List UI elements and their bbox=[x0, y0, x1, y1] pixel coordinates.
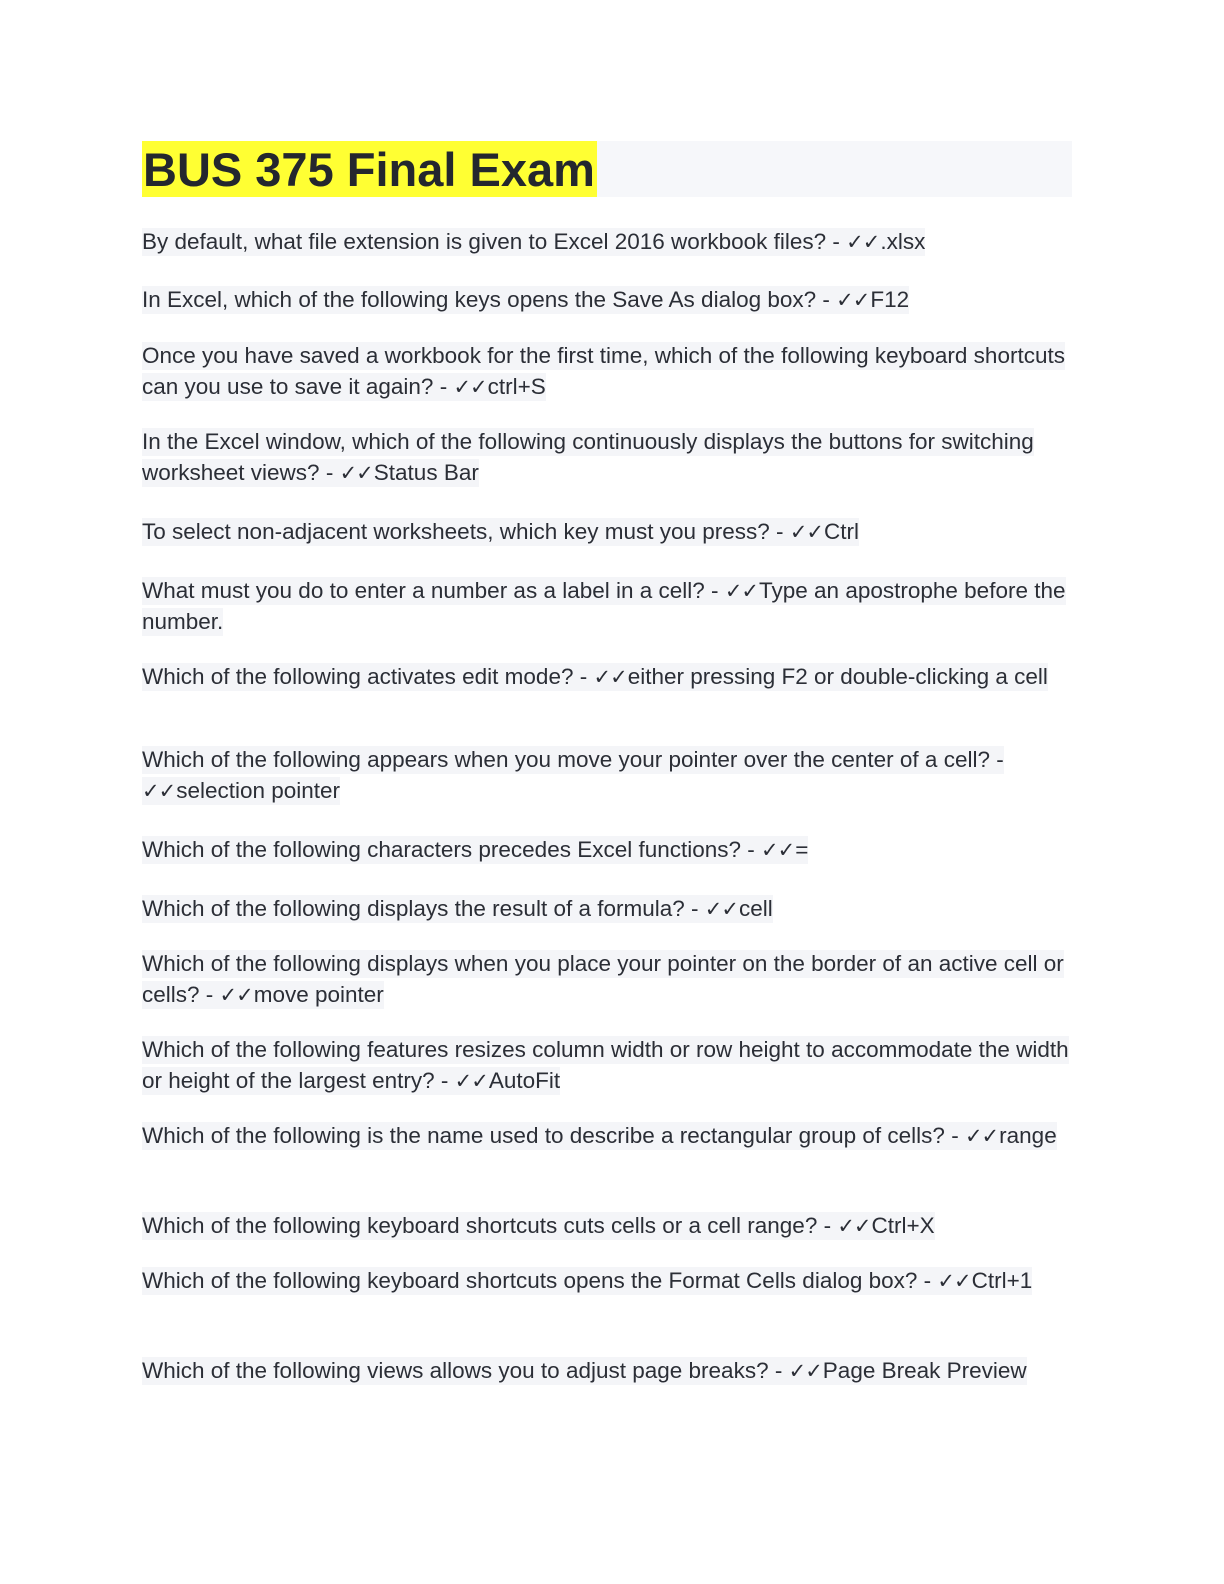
checkmark-icon: ✓✓ bbox=[789, 520, 824, 544]
question-text: Which of the following displays the result of a formula? - bbox=[142, 896, 705, 921]
checkmark-icon: ✓✓ bbox=[964, 1124, 999, 1148]
answer-text: either pressing F2 or double-clicking a cell bbox=[627, 664, 1048, 689]
checkmark-icon: ✓✓ bbox=[788, 1359, 822, 1383]
checkmark-icon: ✓✓ bbox=[219, 982, 253, 1007]
answer-text: move pointer bbox=[253, 981, 384, 1007]
checkmark-icon: ✓✓ bbox=[836, 288, 870, 312]
question-text: To select non-adjacent worksheets, which key must you press? - bbox=[142, 519, 790, 544]
qa-item bbox=[142, 1035, 1077, 1096]
answer-text: Page Break Preview bbox=[822, 1358, 1027, 1383]
question-text: By default, what file extension is given to Excel 2016 workbook files? - bbox=[142, 229, 847, 254]
qa-item bbox=[142, 576, 1077, 637]
qa-item bbox=[142, 1211, 1077, 1242]
qa-item bbox=[142, 745, 1077, 806]
answer-text: Ctrl+1 bbox=[971, 1268, 1033, 1293]
answer-text: Status Bar bbox=[373, 459, 479, 485]
question-text: Which of the following features resizes column width or row height to accommodate the width or height of the largest entry? - bbox=[142, 1037, 1069, 1093]
answer-text: range bbox=[999, 1123, 1057, 1148]
checkmark-icon: ✓✓ bbox=[846, 230, 880, 254]
checkmark-icon: ✓✓ bbox=[454, 1068, 488, 1093]
answer-text: Type an apostrophe before the number. bbox=[142, 578, 1066, 634]
question-text: Which of the following is the name used to describe a rectangular group of cells? - bbox=[142, 1123, 965, 1148]
page-title: BUS 375 Final Exam bbox=[143, 143, 595, 196]
checkmark-icon: ✓✓ bbox=[761, 838, 795, 862]
answer-text: = bbox=[795, 837, 809, 862]
checkmark-icon: ✓✓ bbox=[339, 460, 373, 485]
qa-item bbox=[142, 1266, 1077, 1297]
qa-item bbox=[142, 427, 1077, 488]
checkmark-icon: ✓✓ bbox=[593, 665, 627, 689]
answer-text: cell bbox=[738, 896, 773, 921]
question-text: Which of the following appears when you move your pointer over the center of a cell? - bbox=[142, 747, 1004, 772]
answer-text: AutoFit bbox=[488, 1067, 561, 1093]
qa-item bbox=[142, 949, 1077, 1010]
answer-text: .xlsx bbox=[880, 229, 926, 254]
qa-item bbox=[142, 662, 1077, 693]
question-text: Which of the following displays when you place your pointer on the border of an active cell or cells? - bbox=[142, 951, 1064, 1007]
qa-item bbox=[142, 517, 1077, 548]
question-text: Which of the following characters precedes Excel functions? - bbox=[142, 837, 762, 862]
question-text: What must you do to enter a number as a label in a cell? - bbox=[142, 578, 725, 603]
question-text: Which of the following activates edit mode? - bbox=[142, 664, 594, 689]
checkmark-icon: ✓✓ bbox=[724, 579, 759, 603]
answer-text: selection pointer bbox=[176, 777, 341, 803]
checkmark-icon: ✓✓ bbox=[837, 1214, 871, 1238]
checkmark-icon: ✓✓ bbox=[937, 1269, 971, 1293]
qa-item bbox=[142, 1356, 1077, 1387]
answer-text: ctrl+S bbox=[487, 373, 546, 399]
question-text: Which of the following views allows you to adjust page breaks? - bbox=[142, 1358, 789, 1383]
qa-item bbox=[142, 285, 1077, 316]
answer-text: Ctrl+X bbox=[871, 1213, 935, 1238]
checkmark-icon: ✓✓ bbox=[704, 897, 738, 921]
question-text: In the Excel window, which of the following continuously displays the buttons for switching worksheet views? - bbox=[142, 429, 1034, 485]
answer-text: F12 bbox=[870, 287, 910, 312]
qa-item bbox=[142, 227, 1077, 258]
qa-item bbox=[142, 1121, 1077, 1152]
qa-item bbox=[142, 341, 1077, 402]
checkmark-icon: ✓✓ bbox=[453, 374, 487, 399]
answer-text: Ctrl bbox=[824, 519, 860, 544]
qa-item bbox=[142, 894, 1077, 925]
question-text: In Excel, which of the following keys opens the Save As dialog box? - bbox=[142, 287, 837, 312]
qa-item bbox=[142, 835, 1077, 866]
question-text: Which of the following keyboard shortcuts opens the Format Cells dialog box? - bbox=[142, 1268, 938, 1293]
checkmark-icon: ✓✓ bbox=[142, 778, 176, 803]
question-text: Once you have saved a workbook for the first time, which of the following keyboard shortcuts can you use to save it again? - bbox=[142, 343, 1065, 399]
question-text: Which of the following keyboard shortcuts cuts cells or a cell range? - bbox=[142, 1213, 838, 1238]
